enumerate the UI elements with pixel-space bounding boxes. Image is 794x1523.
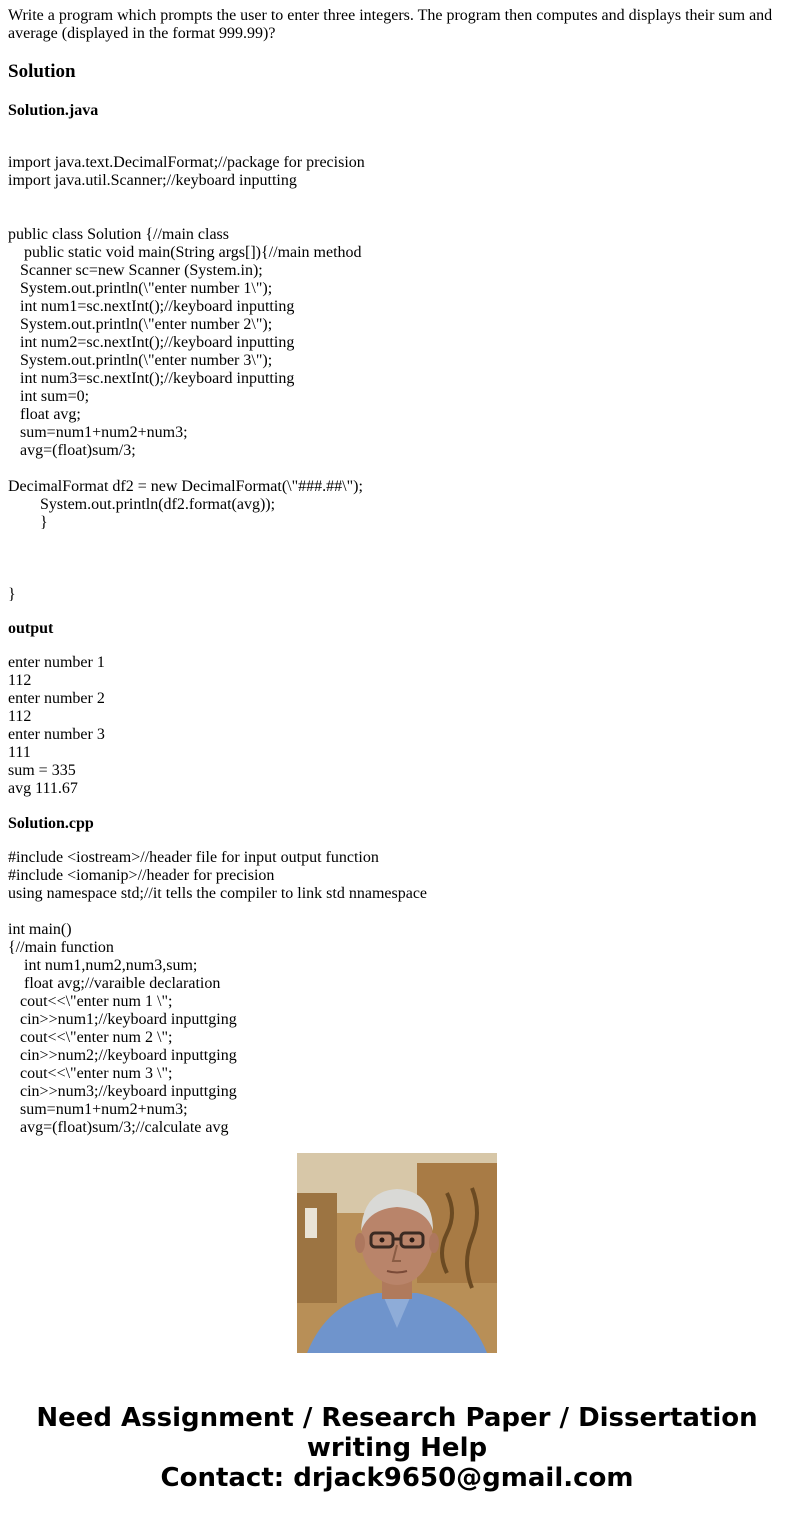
promo-contact-line: Contact: drjack9650@gmail.com	[160, 1463, 634, 1493]
java-code-block: import java.text.DecimalFormat;//package for precision import java.util.Scanner;//keyboard inputting public class Solution {//main class public static void main(String args[]){//main method Scanner sc=new Scanner (System.in); System.out.println(\"enter number 1\"); int num1=sc.nextInt();//keyboard inputting System.out.println(\"enter number 2\"); int num2=sc.nextInt();//keyboard inputting System.out.println(\"enter number 3\"); int num3=sc.nextInt();//keyboard inputting int sum=0; float avg; sum=num1+num2+num3; avg=(float)sum/3; DecimalFormat df2 = new DecimalFormat(\"###.##\"); System.out.println(df2.format(avg)); } }	[8, 154, 365, 603]
cpp-code-block: #include <iostream>//header file for input output function #include <iomanip>//header for precision using namespace std;//it tells the compiler to link std nnamespace int main() {//main function int num1,num2,num3,sum; float avg;//varaible declaration cout<<\"enter num 1 \"; cin>>num1;//keyboard inputtging cout<<\"enter num 2 \"; cin>>num2;//keyboard inputtging cout<<\"enter num 3 \"; cin>>num3;//keyboard inputtging sum=num1+num2+num3; avg=(float)sum/3;//calculate avg	[8, 849, 428, 1136]
program-output-block: enter number 1 112 enter number 2 112 enter number 3 111 sum = 335 avg 111.67	[8, 654, 105, 797]
cpp-code-clip	[8, 849, 786, 1136]
document-page	[8, 0, 786, 1136]
solution-heading: Solution	[8, 61, 76, 82]
cpp-filename-heading: Solution.cpp	[8, 815, 94, 832]
output-heading: output	[8, 620, 54, 637]
author-avatar	[297, 1153, 497, 1353]
promo-line-2: writing Help	[306, 1433, 488, 1463]
person-photo-avatar-icon	[297, 1153, 497, 1353]
promo-banner	[0, 1403, 794, 1493]
promo-line-1: Need Assignment / Research Paper / Dissertation	[36, 1403, 758, 1433]
java-filename-heading: Solution.java	[8, 102, 99, 119]
question-text: Write a program which prompts the user to enter three integers. The program then computes and displays their sum and average (displayed in the format 999.99)?	[8, 7, 773, 42]
